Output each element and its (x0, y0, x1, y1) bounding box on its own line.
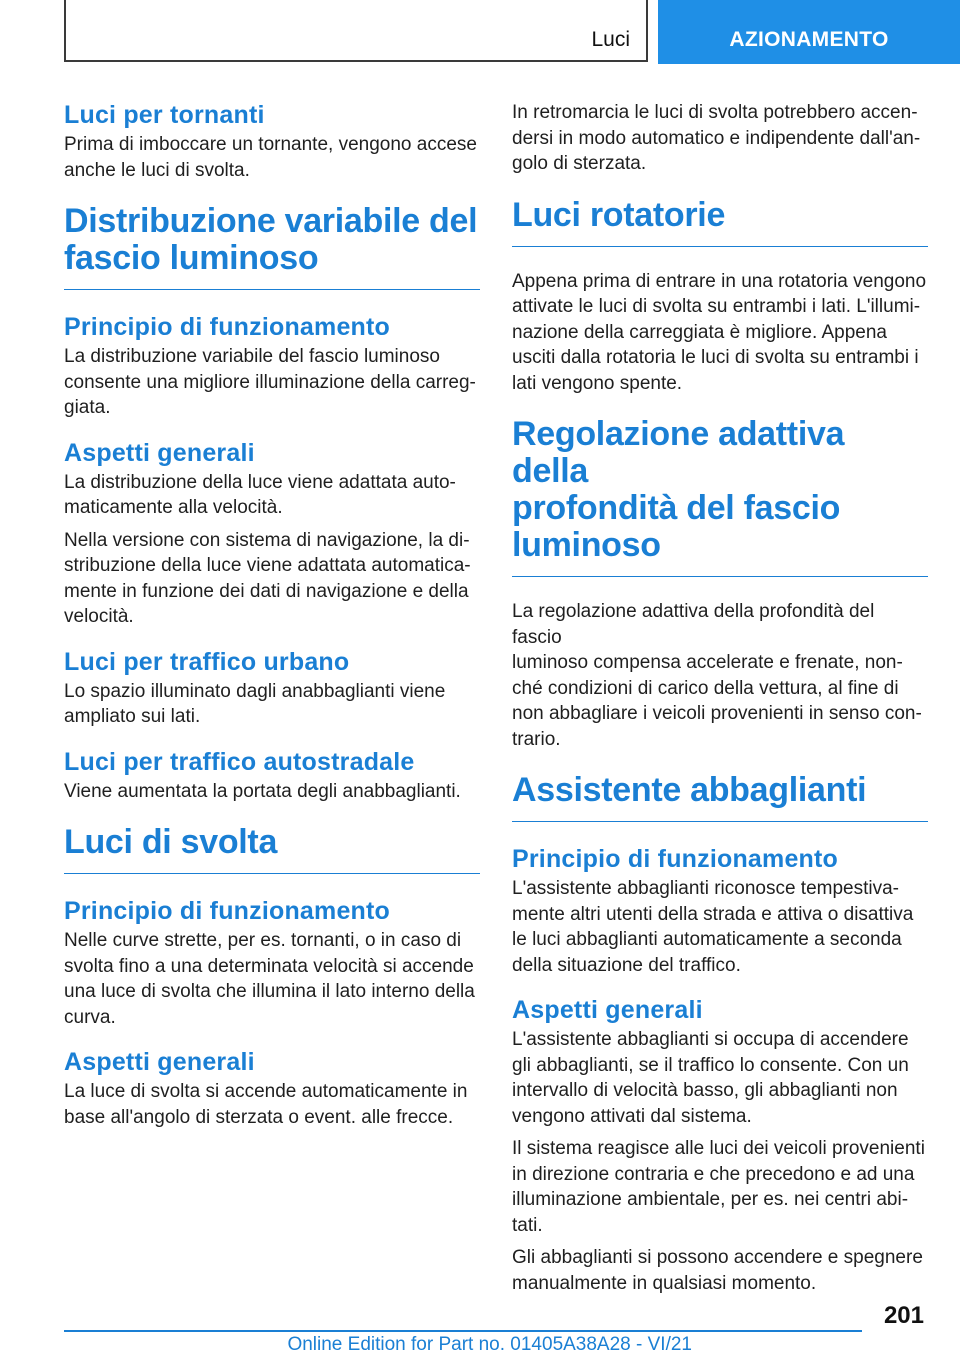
text-line: in direzione contraria e che precedono e ad una (512, 1163, 915, 1185)
text-line: giata. (64, 397, 111, 418)
text-line: maticamente alla velocità. (64, 497, 283, 518)
text-line: trario. (512, 728, 561, 750)
heading-line: profondità del fascio (512, 489, 841, 527)
text-line: gli abbaglianti, se il traffico lo consente. Con un (512, 1054, 909, 1076)
text-line: svolta fino a una determinata velocità si accende (64, 955, 474, 977)
text-line: intervallo di velocità basso, gli abbaglianti non (512, 1080, 898, 1101)
text-line: In retromarcia le luci di svolta potrebbero accen- (512, 102, 918, 123)
paragraph (512, 269, 928, 397)
heading-distribuzione (64, 203, 480, 290)
footer-edition: Online Edition for Part no. 01405A38A28 - VI/21 (287, 1334, 692, 1355)
paragraph (64, 470, 480, 521)
text-line: della situazione del traffico. (512, 954, 741, 976)
text-line: Nella versione con sistema di navigazione, la di- (64, 529, 470, 551)
paragraph (512, 1245, 928, 1296)
heading-line: Distribuzione variabile del (64, 202, 478, 240)
text-line: Il sistema reagisce alle luci dei veicoli provenienti (512, 1138, 925, 1159)
text-line: nazione della carreggiata è migliore. Appena (512, 321, 887, 343)
right-column (512, 100, 928, 1296)
text-line: tati. (512, 1214, 543, 1236)
text-line: stribuzione della luce viene adattata automatica- (64, 555, 471, 576)
heading-regolazione (512, 416, 928, 577)
paragraph (512, 876, 928, 978)
text-line: non abbagliare i veicoli provenienti in senso con- (512, 703, 922, 724)
text-line: luminoso compensa accelerate e frenate, non- (512, 652, 903, 673)
text-line: L'assistente abbaglianti si occupa di accendere (512, 1029, 909, 1050)
heading-principio: Principio di funzionamento (64, 897, 391, 925)
text-line: La regolazione adattiva della profondità del fascio (512, 601, 875, 648)
left-column (64, 100, 480, 1130)
text-line: illuminazione ambientale, per es. nei centri abi- (512, 1189, 909, 1210)
section-title: Luci (591, 28, 630, 51)
text-line: attivate le luci di svolta su entrambi i lati. L'illumi- (512, 296, 921, 317)
heading-luci-rotatorie: Luci rotatorie (512, 197, 928, 247)
text-line: velocità. (64, 606, 134, 627)
text-line: golo di sterzata. (512, 153, 647, 174)
text-line: Appena prima di entrare in una rotatoria vengono (512, 270, 927, 292)
text-line: La distribuzione variabile del fascio luminoso (64, 346, 440, 367)
heading-aspetti: Aspetti generali (64, 438, 255, 467)
text-line: dersi in modo automatico e indipendente dall'an- (512, 127, 921, 149)
text-line: una luce di svolta che illumina il lato interno della (64, 981, 475, 1002)
heading-luci-svolta: Luci di svolta (64, 824, 480, 874)
text-line: mente in funzione dei dati di navigazione e della (64, 580, 469, 602)
header-frame (64, 0, 648, 62)
heading-aspetti: Aspetti generali (64, 1048, 255, 1076)
text-line: La luce di svolta si accende automaticamente in (64, 1081, 468, 1102)
paragraph (64, 528, 480, 630)
text-line: ché condizioni di carico della vettura, al fine di (512, 677, 899, 699)
text-line: Viene aumentata la portata degli anabbaglianti. (64, 780, 461, 802)
heading-luci-tornanti: Luci per tornanti (64, 101, 265, 129)
heading-traffico-autostradale: Luci per traffico autostradale (64, 747, 415, 776)
text-line: L'assistente abbaglianti riconosce tempestiva- (512, 878, 900, 899)
paragraph (64, 779, 480, 805)
heading-traffico-urbano: Luci per traffico urbano (64, 647, 350, 676)
page-number: 201 (883, 1302, 924, 1329)
paragraph (512, 1136, 928, 1238)
text-line: usciti dalla rotatoria le luci di svolta su entrambi i (512, 347, 919, 368)
text-line: Prima di imboccare un tornante, vengono accese (64, 134, 477, 155)
paragraph (512, 100, 928, 177)
heading-line: luminoso (512, 526, 661, 564)
chapter-title: AZIONAMENTO (729, 28, 889, 51)
paragraph (64, 132, 480, 183)
paragraph (64, 679, 480, 730)
chapter-tab (658, 0, 960, 64)
footer-divider (64, 1330, 862, 1332)
paragraph (64, 344, 480, 421)
paragraph (512, 599, 928, 752)
text-line: ampliato sui lati. (64, 706, 201, 727)
heading-aspetti: Aspetti generali (512, 996, 703, 1024)
paragraph (512, 1027, 928, 1129)
heading-line: Regolazione adattiva della (512, 415, 845, 490)
text-line: consente una migliore illuminazione della carreg- (64, 371, 476, 393)
text-line: Lo spazio illuminato dagli anabbaglianti viene (64, 680, 446, 702)
text-line: manualmente in qualsiasi momento. (512, 1272, 817, 1294)
text-line: base all'angolo di sterzata o event. alle frecce. (64, 1106, 454, 1128)
paragraph (64, 928, 480, 1030)
text-line: mente altri utenti della strada e attiva o disattiva (512, 903, 914, 925)
text-line: anche le luci di svolta. (64, 159, 250, 181)
heading-principio: Principio di funzionamento (512, 845, 839, 873)
text-line: Nelle curve strette, per es. tornanti, o in caso di (64, 930, 462, 951)
heading-assistente-abbaglianti: Assistente abbaglianti (512, 772, 928, 822)
heading-principio: Principio di funzionamento (64, 313, 391, 341)
text-line: lati vengono spente. (512, 372, 683, 394)
text-line: vengono attivati dal sistema. (512, 1105, 752, 1127)
paragraph (64, 1079, 480, 1130)
text-line: le luci abbaglianti automaticamente a seconda (512, 929, 902, 950)
text-line: La distribuzione della luce viene adattata auto- (64, 471, 456, 493)
text-line: Gli abbaglianti si possono accendere e spegnere (512, 1247, 923, 1268)
heading-line: fascio luminoso (64, 239, 319, 277)
text-line: curva. (64, 1006, 116, 1028)
